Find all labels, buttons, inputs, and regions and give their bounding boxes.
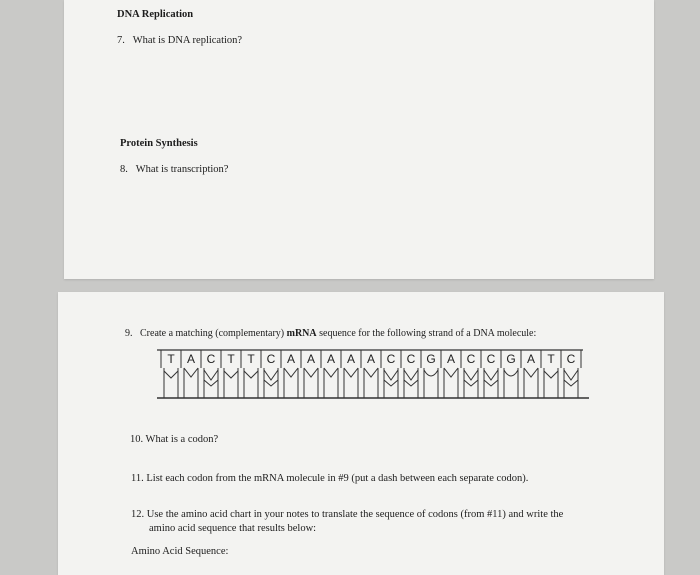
base-letter-5: T [247,352,255,366]
heading-protein-synthesis: Protein Synthesis [120,138,198,149]
base-letter-21: C [566,352,576,366]
base-letter-7: A [286,352,295,366]
dna-strand-diagram [157,348,589,400]
question-11: 11. List each codon from the mRNA molecule in #9 (put a dash between each separate codon). [131,473,529,484]
question-9-text-bold: mRNA [286,328,317,339]
question-7-number: 7. [117,35,125,46]
question-9-number: 9. [125,328,133,339]
base-letter-8: A [306,352,315,366]
question-7-text: What is DNA replication? [132,35,243,46]
question-8-text: What is transcription? [135,164,229,175]
question-12-line2: amino acid sequence that results below: [149,523,317,534]
question-12-line1: 12. Use the amino acid chart in your notes to translate the sequence of codons (from #11) and write the [131,509,564,520]
question-9 [125,328,536,339]
base-letter-2: A [186,352,195,366]
base-letter-18: G [506,352,516,366]
question-8-number: 8. [120,164,128,175]
question-9-text-b: sequence for the following strand of a DNA molecule: [316,328,537,339]
base-letter-4: T [227,352,235,366]
question-9-text-a: Create a matching (complementary) [140,328,287,339]
question-10: 10. What is a codon? [130,434,219,445]
amino-acid-sequence-label: Amino Acid Sequence: [131,546,229,557]
base-letter-20: T [547,352,555,366]
base-letter-15: A [446,352,455,366]
base-letter-12: C [386,352,396,366]
base-letter-11: A [366,352,375,366]
base-letter-13: C [406,352,416,366]
base-letter-19: A [526,352,535,366]
base-letter-9: A [326,352,335,366]
base-letter-14: G [426,352,436,366]
heading-dna-replication: DNA Replication [117,9,194,20]
question-8 [120,164,228,175]
base-letter-17: C [486,352,496,366]
base-letter-16: C [466,352,476,366]
base-letter-3: C [206,352,216,366]
base-letter-10: A [346,352,355,366]
question-7 [117,35,242,46]
base-letter-1: T [167,352,175,366]
base-letter-6: C [266,352,276,366]
